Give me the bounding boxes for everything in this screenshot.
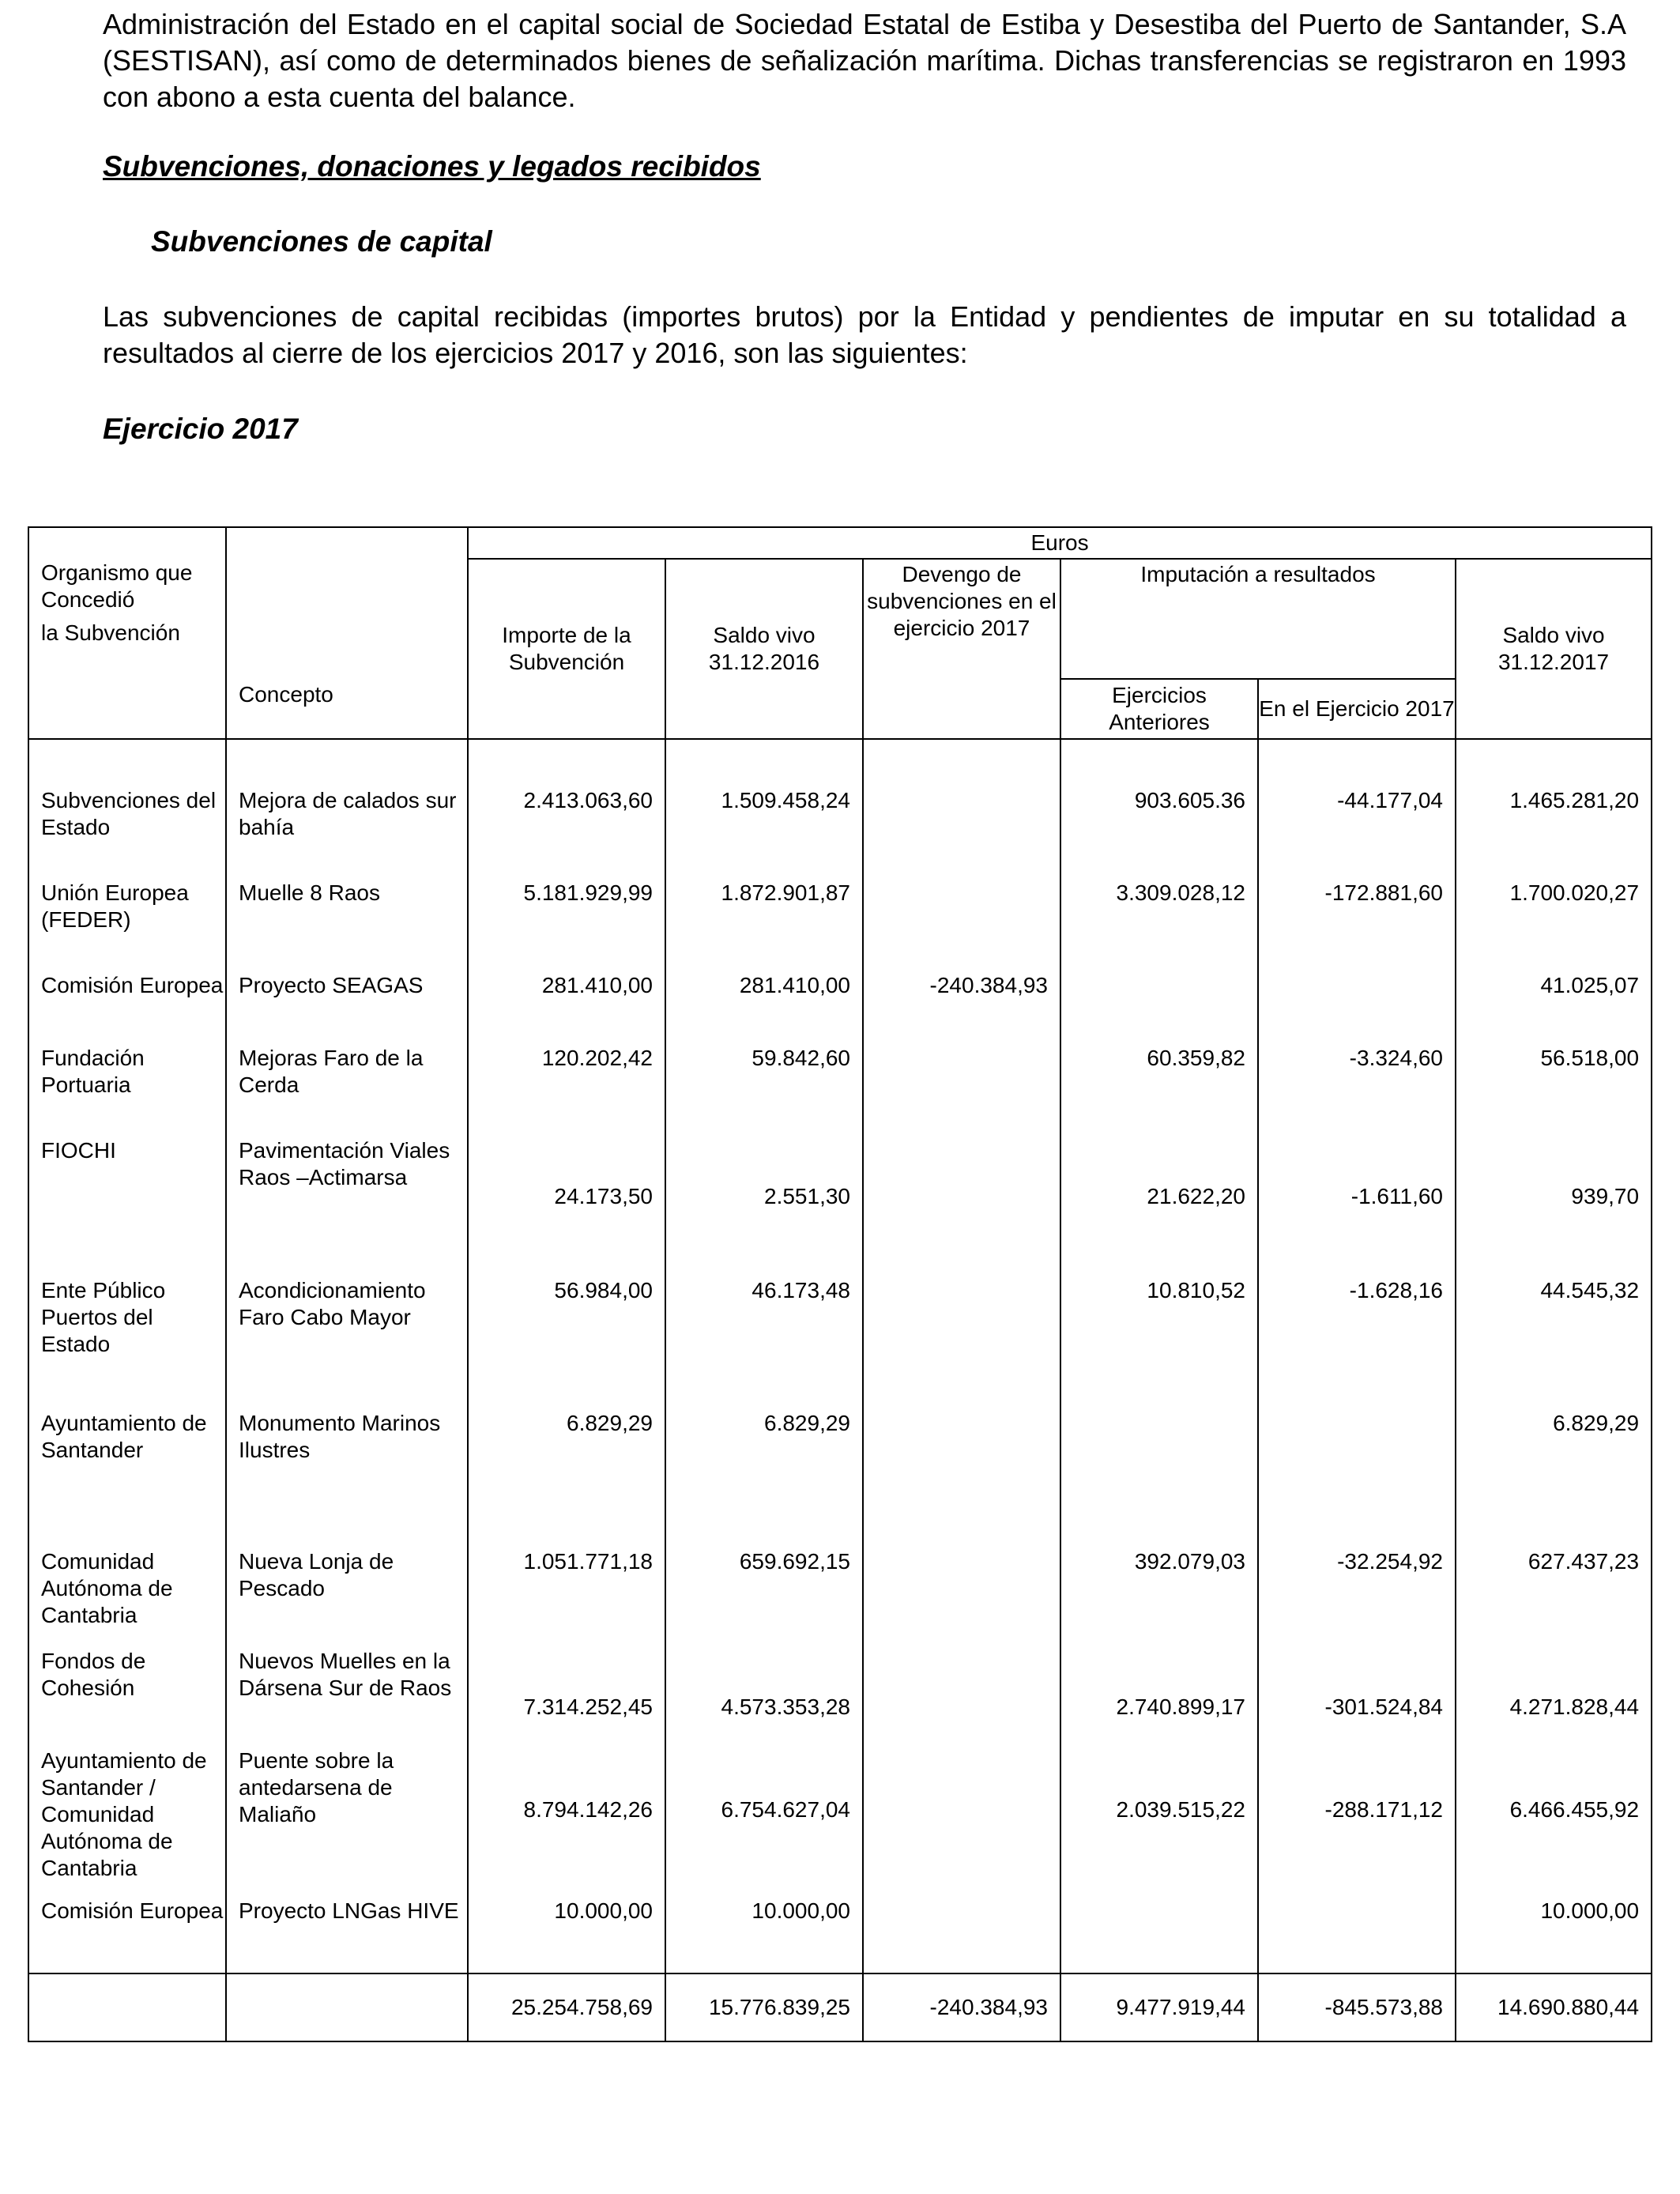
cell-value: 6.829,29 <box>1553 1411 1640 1435</box>
cell-saldo-2016 <box>665 1898 863 1973</box>
cell-value: 5.181.929,99 <box>523 880 653 905</box>
cell-ejercicio <box>1258 880 1456 972</box>
cell-importe <box>468 1898 665 1973</box>
cell-importe <box>468 1277 665 1410</box>
cell-organismo: Ente Público Puertos del Estado <box>28 1277 226 1410</box>
cell-anteriores <box>1060 1137 1258 1277</box>
cell-value: 10.000,00 <box>751 1898 850 1923</box>
cell-saldo-2016 <box>665 972 863 1045</box>
cell-value <box>864 1747 1048 1796</box>
table-row <box>28 1277 1652 1410</box>
description-paragraph: Las subvenciones de capital recibidas (importes brutos) por la Entidad y pendientes de imputar en su totalidad a resultados al cierre de los ejercicios 2017 y 2016, son las siguientes: <box>103 300 1626 369</box>
cell-value: 60.359,82 <box>1147 1046 1245 1070</box>
cell-value: 46.173,48 <box>751 1278 850 1302</box>
cell-concepto: Nuevos Muelles en la Dársena Sur de Raos <box>226 1648 468 1747</box>
cell-value: 6.829,29 <box>764 1411 850 1435</box>
cell-value: 120.202,42 <box>541 1046 653 1070</box>
cell-value: 56.518,00 <box>1540 1046 1640 1070</box>
header-en-ejercicio: En el Ejercicio 2017 <box>1258 679 1456 739</box>
cell-concepto: Proyecto SEAGAS <box>226 972 468 1045</box>
total-saldo-2016: 15.776.839,25 <box>665 1973 863 2041</box>
cell-anteriores <box>1060 1648 1258 1747</box>
cell-value <box>864 1648 1048 1694</box>
cell-value: 7.314.252,45 <box>523 1695 653 1719</box>
cell-organismo: Fundación Portuaria <box>28 1045 226 1137</box>
cell-value <box>864 1137 1048 1183</box>
cell-devengo <box>863 1137 1060 1277</box>
cell-ejercicio <box>1258 1747 1456 1898</box>
cell-organismo: Subvenciones del Estado <box>28 787 226 880</box>
cell-ejercicio <box>1258 1898 1456 1973</box>
header-concepto: Concepto <box>226 527 468 739</box>
cell-importe <box>468 972 665 1045</box>
cell-value: 281.410,00 <box>739 973 850 997</box>
cell-value: 21.622,20 <box>1147 1184 1245 1208</box>
cell-saldo-2017 <box>1456 1045 1652 1137</box>
cell-importe <box>468 1045 665 1137</box>
cell-anteriores <box>1060 972 1258 1045</box>
cell-saldo-2017 <box>1456 1137 1652 1277</box>
cell-organismo: Comisión Europea <box>28 1898 226 1973</box>
total-saldo-2017: 14.690.880,44 <box>1456 1973 1652 2041</box>
cell-saldo-2016 <box>665 1137 863 1277</box>
header-euros: Euros <box>468 527 1652 559</box>
cell-organismo: Unión Europea (FEDER) <box>28 880 226 972</box>
cell-ejercicio <box>1258 1045 1456 1137</box>
cell-value: 6.829,29 <box>567 1411 653 1435</box>
table-row <box>28 880 1652 972</box>
cell-concepto: Proyecto LNGas HIVE <box>226 1898 468 1973</box>
table-row <box>28 1747 1652 1898</box>
cell-ejercicio <box>1258 972 1456 1045</box>
cell-concepto: Monumento Marinos Ilustres <box>226 1410 468 1548</box>
cell-value: 392.079,03 <box>1134 1549 1245 1574</box>
cell-ejercicio <box>1258 1410 1456 1548</box>
cell-value: -1.611,60 <box>1350 1184 1443 1208</box>
cell-value: 6.754.627,04 <box>721 1797 850 1822</box>
total-ejercicio: -845.573,88 <box>1258 1973 1456 2041</box>
cell-ejercicio <box>1258 1648 1456 1747</box>
cell-devengo <box>863 1548 1060 1648</box>
cell-concepto: Mejoras Faro de la Cerda <box>226 1045 468 1137</box>
cell-value: 24.173,50 <box>554 1184 653 1208</box>
cell-organismo: Comunidad Autónoma de Cantabria <box>28 1548 226 1648</box>
cell-saldo-2016 <box>665 1548 863 1648</box>
cell-value: 44.545,32 <box>1540 1278 1640 1302</box>
subsection-heading: Subvenciones de capital <box>151 225 492 258</box>
cell-saldo-2016 <box>665 1045 863 1137</box>
header-importe: Importe de la Subvención <box>468 559 665 739</box>
cell-value: 4.271.828,44 <box>1509 1695 1640 1719</box>
cell-value: 1.465.281,20 <box>1509 788 1640 812</box>
cell-value: 1.700.020,27 <box>1509 880 1640 905</box>
cell-value: 4.573.353,28 <box>721 1695 850 1719</box>
cell-value: 659.692,15 <box>739 1549 850 1574</box>
cell-value: 56.984,00 <box>554 1278 653 1302</box>
cell-ejercicio <box>1258 787 1456 880</box>
cell-saldo-2017 <box>1456 1648 1652 1747</box>
cell-value: 8.794.142,26 <box>523 1797 653 1822</box>
cell-saldo-2017 <box>1456 1410 1652 1548</box>
cell-devengo <box>863 787 1060 880</box>
cell-value: 41.025,07 <box>1540 973 1640 997</box>
cell-saldo-2016 <box>665 1410 863 1548</box>
cell-importe <box>468 1548 665 1648</box>
cell-concepto: Puente sobre la antedarsena de Maliaño <box>226 1747 468 1898</box>
cell-anteriores <box>1060 1277 1258 1410</box>
cell-devengo <box>863 1410 1060 1548</box>
subsidies-table <box>28 526 1652 2042</box>
cell-saldo-2016 <box>665 787 863 880</box>
header-organismo <box>28 527 226 739</box>
cell-ejercicio <box>1258 1548 1456 1648</box>
cell-saldo-2017 <box>1456 787 1652 880</box>
cell-value: 2.740.899,17 <box>1116 1695 1245 1719</box>
cell-saldo-2017 <box>1456 1548 1652 1648</box>
cell-saldo-2016 <box>665 1277 863 1410</box>
cell-value: 2.551,30 <box>764 1184 850 1208</box>
cell-value: -3.324,60 <box>1349 1046 1443 1070</box>
cell-importe <box>468 1648 665 1747</box>
cell-value: 3.309.028,12 <box>1116 880 1245 905</box>
total-importe: 25.254.758,69 <box>468 1973 665 2041</box>
table-row <box>28 1898 1652 1973</box>
cell-devengo <box>863 880 1060 972</box>
cell-importe <box>468 1747 665 1898</box>
cell-ejercicio <box>1258 1137 1456 1277</box>
cell-value: 2.039.515,22 <box>1116 1797 1245 1822</box>
table-row <box>28 1410 1652 1548</box>
header-ejercicios-anteriores: Ejercicios Anteriores <box>1060 679 1258 739</box>
cell-ejercicio <box>1258 1277 1456 1410</box>
header-saldo-2017: Saldo vivo 31.12.2017 <box>1456 559 1652 739</box>
header-devengo: Devengo de subvenciones en el ejercicio 2017 <box>863 559 1060 739</box>
cell-value: 1.051.771,18 <box>523 1549 653 1574</box>
cell-devengo <box>863 1277 1060 1410</box>
totals-empty-cell <box>28 1973 226 2041</box>
table-row <box>28 1648 1652 1747</box>
cell-value: 2.413.063,60 <box>523 788 653 812</box>
cell-concepto: Muelle 8 Raos <box>226 880 468 972</box>
table-row <box>28 972 1652 1045</box>
cell-importe <box>468 1137 665 1277</box>
header-organismo-label: Organismo que Concedió <box>41 560 193 612</box>
cell-value: -172.881,60 <box>1324 880 1443 905</box>
cell-saldo-2016 <box>665 1648 863 1747</box>
cell-value: 939,70 <box>1571 1184 1640 1208</box>
cell-importe <box>468 1410 665 1548</box>
cell-importe <box>468 787 665 880</box>
cell-anteriores <box>1060 1410 1258 1548</box>
cell-value: -1.628,16 <box>1349 1278 1443 1302</box>
total-anteriores: 9.477.919,44 <box>1060 1973 1258 2041</box>
cell-value: 6.466.455,92 <box>1509 1797 1640 1822</box>
cell-anteriores <box>1060 1747 1258 1898</box>
header-subvencion-label: la Subvención <box>41 620 180 645</box>
cell-anteriores <box>1060 1898 1258 1973</box>
totals-row <box>28 1973 1652 2041</box>
cell-organismo: Ayuntamiento de Santander <box>28 1410 226 1548</box>
cell-anteriores <box>1060 787 1258 880</box>
cell-anteriores <box>1060 1045 1258 1137</box>
cell-value: -44.177,04 <box>1337 788 1443 812</box>
cell-value: 281.410,00 <box>541 973 653 997</box>
total-devengo: -240.384,93 <box>863 1973 1060 2041</box>
cell-value: 10.000,00 <box>1540 1898 1640 1923</box>
cell-value: -32.254,92 <box>1337 1549 1443 1574</box>
cell-value: 10.000,00 <box>554 1898 653 1923</box>
cell-organismo: Fondos de Cohesión <box>28 1648 226 1747</box>
cell-concepto: Mejora de calados sur bahía <box>226 787 468 880</box>
cell-saldo-2016 <box>665 880 863 972</box>
cell-value: 10.810,52 <box>1147 1278 1245 1302</box>
table-row <box>28 787 1652 880</box>
cell-value: -240.384,93 <box>929 973 1048 997</box>
cell-value: 627.437,23 <box>1527 1549 1640 1574</box>
cell-organismo: FIOCHI <box>28 1137 226 1277</box>
cell-concepto: Acondicionamiento Faro Cabo Mayor <box>226 1277 468 1410</box>
cell-anteriores <box>1060 880 1258 972</box>
cell-value: 1.872.901,87 <box>721 880 850 905</box>
cell-saldo-2017 <box>1456 1898 1652 1973</box>
cell-concepto: Pavimentación Viales Raos –Actimarsa <box>226 1137 468 1277</box>
cell-devengo <box>863 972 1060 1045</box>
cell-value: -288.171,12 <box>1324 1797 1443 1822</box>
table-row <box>28 1137 1652 1277</box>
cell-saldo-2016 <box>665 1747 863 1898</box>
cell-saldo-2017 <box>1456 1277 1652 1410</box>
cell-organismo: Comisión Europea <box>28 972 226 1045</box>
cell-value: -301.524,84 <box>1324 1695 1443 1719</box>
cell-value: 903.605.36 <box>1134 788 1245 812</box>
cell-saldo-2017 <box>1456 880 1652 972</box>
year-heading: Ejercicio 2017 <box>103 413 298 445</box>
totals-empty-cell <box>226 1973 468 2041</box>
cell-anteriores <box>1060 1548 1258 1648</box>
table-row <box>28 1548 1652 1648</box>
cell-value: 1.509.458,24 <box>721 788 850 812</box>
section-heading: Subvenciones, donaciones y legados recibidos <box>103 150 761 183</box>
header-saldo-2016: Saldo vivo 31.12.2016 <box>665 559 863 739</box>
table-row <box>28 1045 1652 1137</box>
cell-value: 59.842,60 <box>751 1046 850 1070</box>
header-imputacion: Imputación a resultados <box>1060 559 1456 679</box>
cell-devengo <box>863 1747 1060 1898</box>
cell-importe <box>468 880 665 972</box>
cell-concepto: Nueva Lonja de Pescado <box>226 1548 468 1648</box>
cell-devengo <box>863 1898 1060 1973</box>
cell-devengo <box>863 1045 1060 1137</box>
intro-paragraph: Administración del Estado en el capital social de Sociedad Estatal de Estiba y Desestiba del Puerto de Santander, S.A (SESTISAN), así como de determinados bienes de señalización marítima. Dichas transferencias se registraron en 1993 con abono a esta cuenta del balance. <box>103 8 1626 113</box>
cell-devengo <box>863 1648 1060 1747</box>
cell-saldo-2017 <box>1456 1747 1652 1898</box>
cell-organismo: Ayuntamiento de Santander / Comunidad Autónoma de Cantabria <box>28 1747 226 1898</box>
cell-saldo-2017 <box>1456 972 1652 1045</box>
